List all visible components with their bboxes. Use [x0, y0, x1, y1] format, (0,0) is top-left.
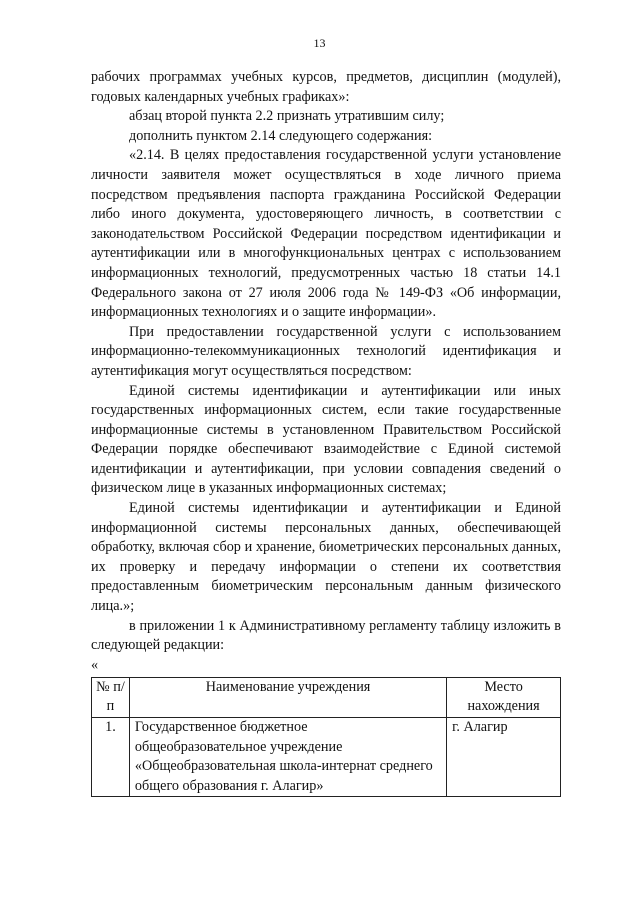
paragraph: рабочих программах учебных курсов, предметов, дисциплин (модулей), годовых календарных учебных графиках»:: [91, 69, 561, 105]
paragraph: Единой системы идентификации и аутентификации или иных государственных информационных систем, если такие государственные информационные системы в установленном Правительством Российской Федерации порядке обеспечивают взаимодействие с Единой системой идентификации и аутентификации, при условии совпадения сведений о физическом лице в указанных информационных системах;: [91, 382, 561, 497]
institutions-table: [91, 677, 561, 798]
paragraph: При предоставлении государственной услуги с использованием информационно-телекоммуникационных технологий идентификация и аутентификация могут осуществляться посредством:: [91, 323, 561, 379]
paragraph: в приложении 1 к Административному регламенту таблицу изложить в следующей редакции:: [91, 617, 561, 654]
paragraph: «2.14. В целях предоставления государственной услуги установление личности заявителя может осуществляться в ходе личного приема посредством предъявления паспорта гражданина Российской Федерации либо иного документа, удостоверяющего личность, в соответствии с законодательством Российской Федерации посредством идентификации и аутентификации или в многофункциональных центрах с использованием информационных технологий, предусмотренных частью 18 статьи 14.1 Федерального закона от 27 июля 2006 года № 149-ФЗ «Об информации, информационных технологиях и о защите информации».: [91, 147, 561, 321]
cell-number: 1.: [92, 718, 130, 797]
page-number: 13: [313, 36, 326, 50]
cell-location: г. Алагир: [447, 718, 561, 797]
table-row: [92, 718, 561, 797]
table-header-row: [92, 677, 561, 717]
document-body: [91, 68, 561, 797]
paragraph: Единой системы идентификации и аутентификации и Единой информационной системы персональных данных, обеспечивающей обработку, включая сбор и хранение, биометрических персональных данных, их проверку и передачу информации о степени их соответствия предоставленным биометрическим персональным данным физического лица.»;: [91, 500, 561, 615]
column-header-number: № п/п: [92, 677, 130, 717]
opening-quote: «: [91, 656, 99, 673]
paragraph: дополнить пунктом 2.14 следующего содержания:: [129, 127, 433, 144]
paragraph: абзац второй пункта 2.2 признать утратившим силу;: [129, 108, 445, 125]
column-header-location: Место нахождения: [447, 677, 561, 717]
cell-name: Государственное бюджетное общеобразовательное учреждение «Общеобразовательная школа-интернат среднего общего образования г. Алагир»: [129, 718, 446, 797]
column-header-name: Наименование учреждения: [129, 677, 446, 717]
